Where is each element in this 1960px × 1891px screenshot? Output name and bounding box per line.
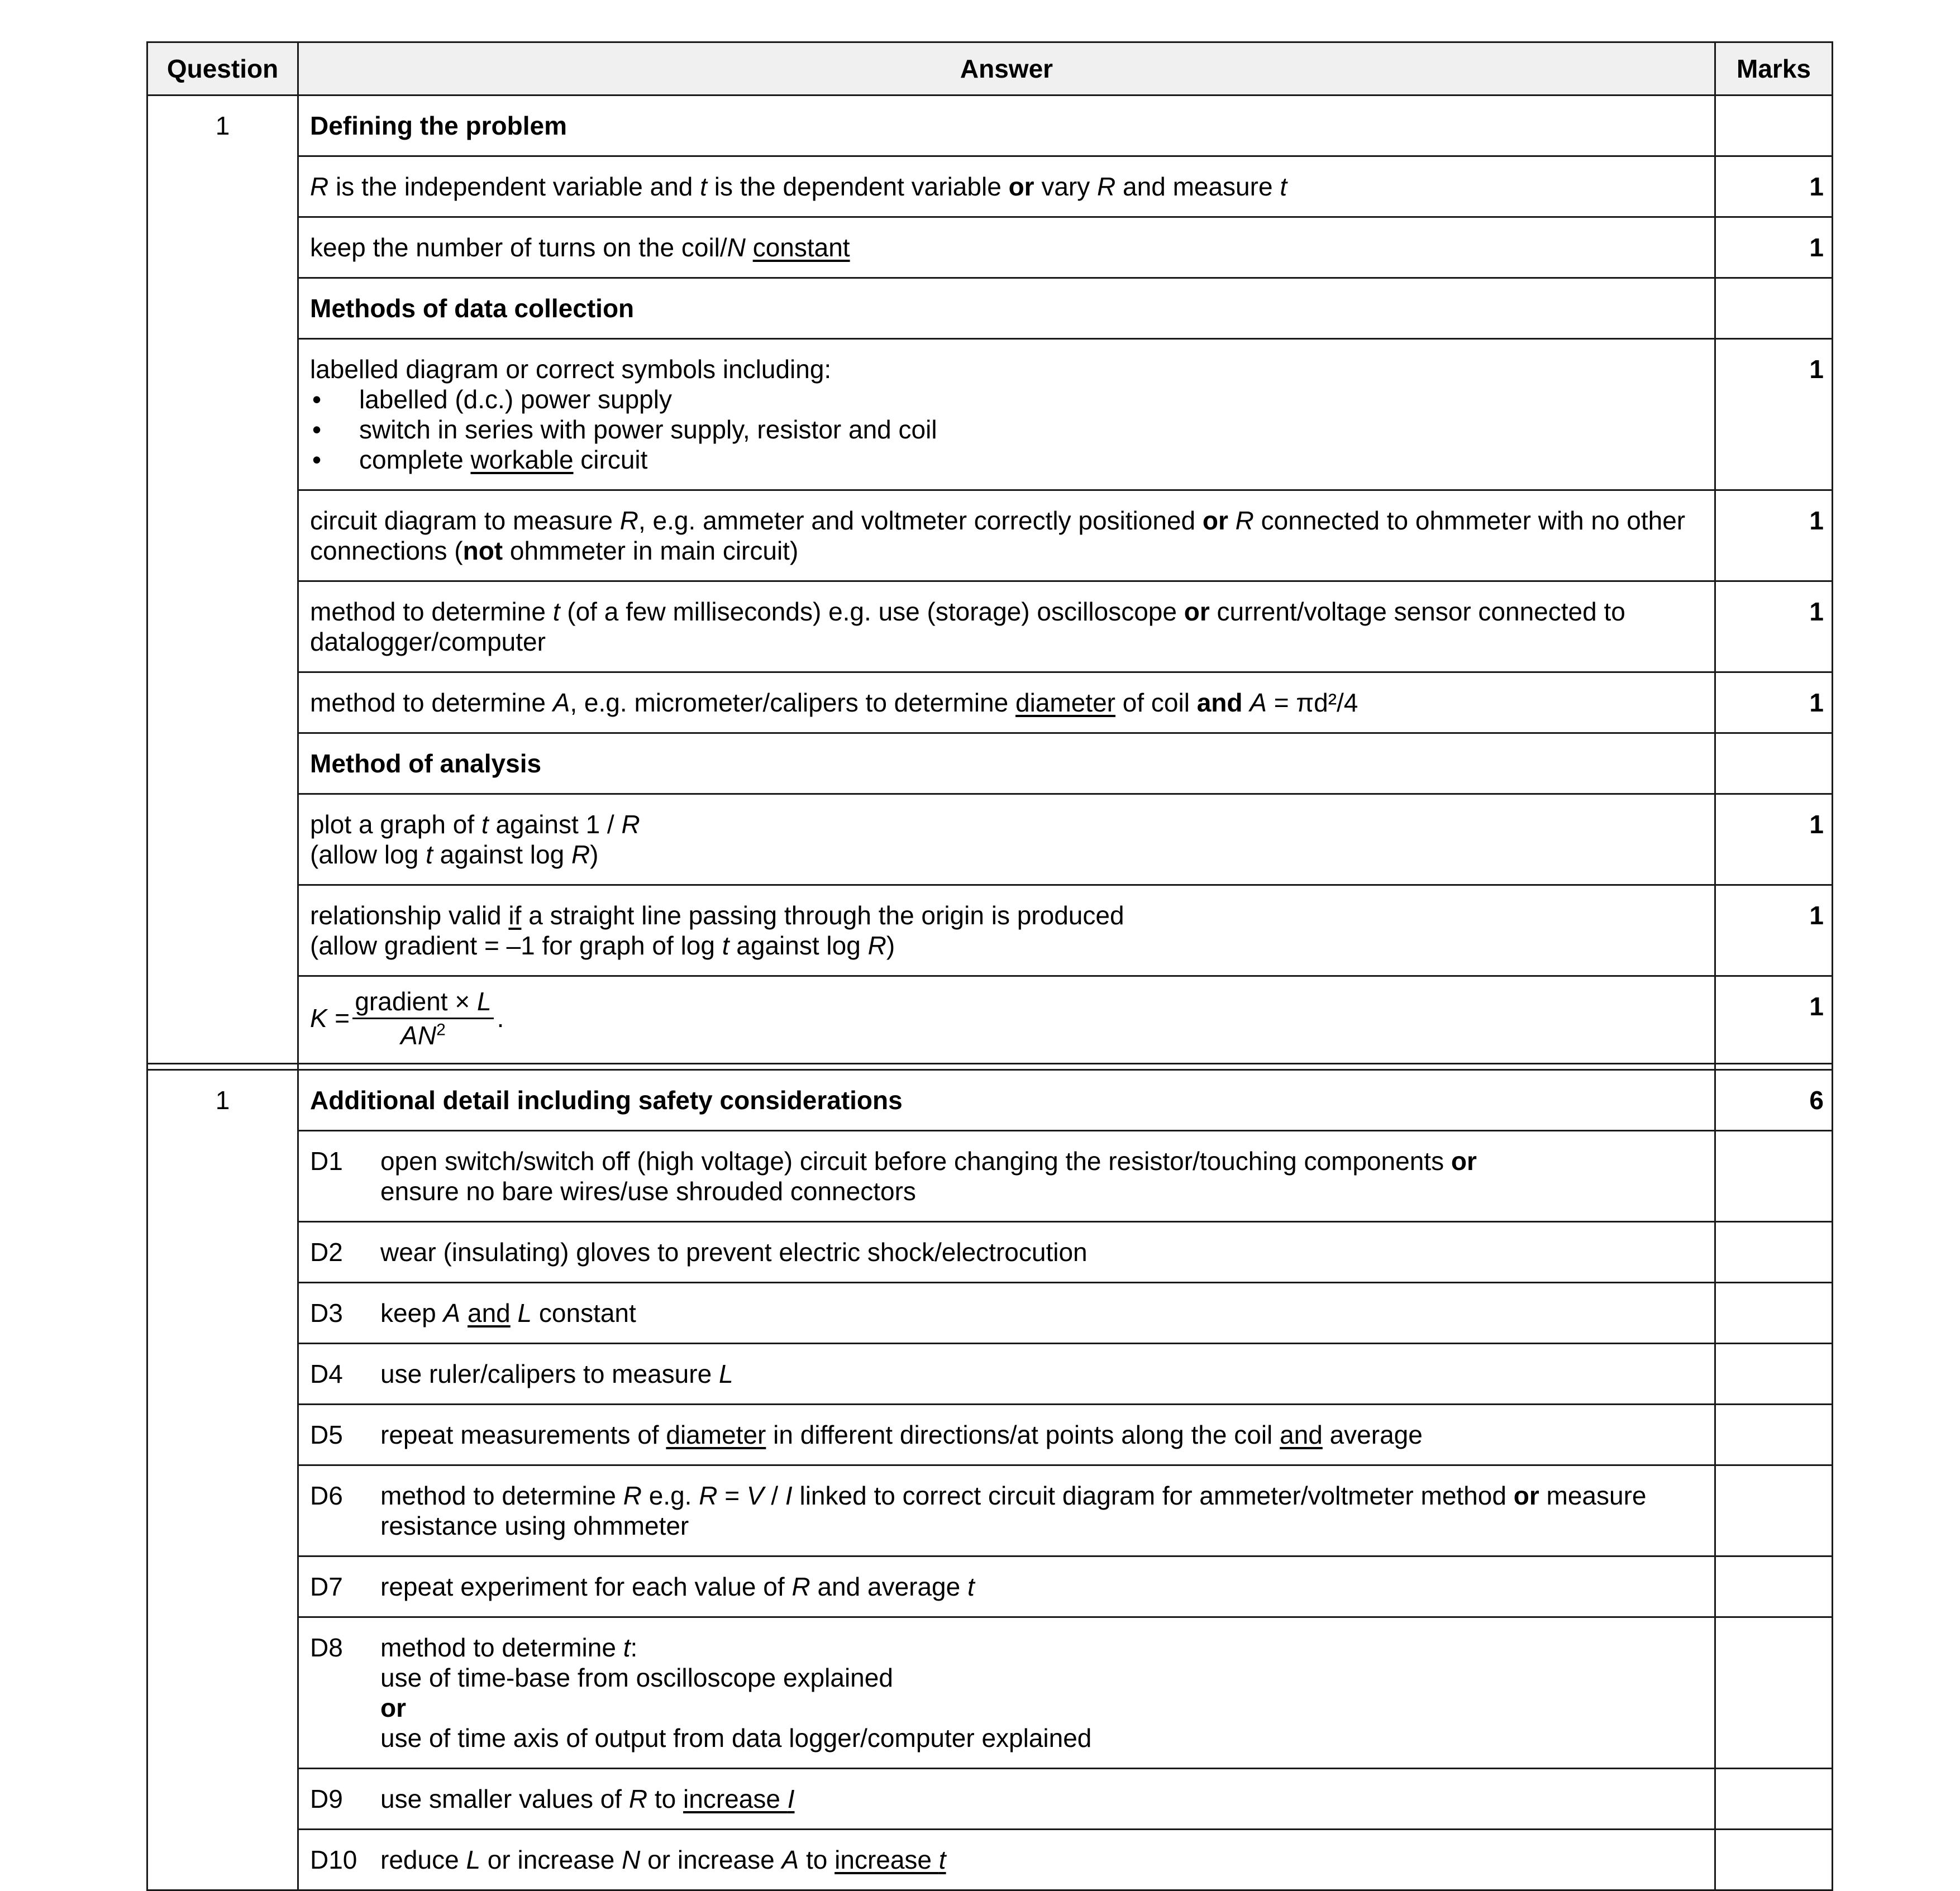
- question-header: Question: [147, 42, 298, 95]
- question-cell: [147, 1131, 298, 1222]
- answer-cell: keep the number of turns on the coil/N constant: [298, 217, 1715, 278]
- table-row: [147, 1222, 1833, 1283]
- table-row: [147, 1131, 1833, 1222]
- answer-cell: D9 use smaller values of R to increase I: [298, 1769, 1715, 1830]
- table-row: [147, 1070, 1833, 1131]
- table-row: [147, 278, 1833, 339]
- mark-cell: 1: [1715, 672, 1833, 733]
- table-row: [147, 794, 1833, 885]
- mark-cell: 6: [1715, 1070, 1833, 1131]
- table-row: [147, 1617, 1833, 1769]
- answer-cell: relationship valid if a straight line passing through the origin is produced (allow gradient = –1 for graph of log t against log R): [298, 885, 1715, 976]
- answer-cell: D10 reduce L or increase N or increase A to increase t: [298, 1830, 1715, 1890]
- answer-cell: D6 method to determine R e.g. R = V / I linked to correct circuit diagram for ammeter/voltmeter method or measure resistance using ohmmeter: [298, 1465, 1715, 1556]
- question-cell: [147, 1830, 298, 1890]
- question-cell: [147, 490, 298, 581]
- mark-cell: 1: [1715, 885, 1833, 976]
- table-row: [147, 1405, 1833, 1465]
- table-row: [147, 1344, 1833, 1405]
- k-formula: K = $\frac{\text{gradient × L}}{AN^2}$ .: [310, 986, 504, 1050]
- mark-cell: [1715, 733, 1833, 794]
- table-row: [147, 885, 1833, 976]
- question-number: 1: [147, 1070, 298, 1131]
- mark-cell: [1715, 1131, 1833, 1222]
- mark-cell: 1: [1715, 794, 1833, 885]
- answer-cell: method to determine t (of a few milliseconds) e.g. use (storage) oscilloscope or current/voltage sensor connected to datalogger/computer: [298, 581, 1715, 672]
- question-cell: [147, 339, 298, 490]
- question-cell: [147, 278, 298, 339]
- mark-cell: 1: [1715, 976, 1833, 1064]
- section-heading: Additional detail including safety considerations: [298, 1070, 1715, 1131]
- mark-scheme: [146, 41, 1833, 1891]
- answer-cell: D1 open switch/switch off (high voltage) circuit before changing the resistor/touching components or ensure no bare wires/use shrouded connectors: [298, 1131, 1715, 1222]
- answer-cell: circuit diagram to measure R, e.g. ammeter and voltmeter correctly positioned or R connected to ohmmeter with no other connections (not ohmmeter in main circuit): [298, 490, 1715, 581]
- mark-cell: [1715, 1556, 1833, 1617]
- answer-cell: D7 repeat experiment for each value of R and average t: [298, 1556, 1715, 1617]
- answer-cell: D2 wear (insulating) gloves to prevent electric shock/electrocution: [298, 1222, 1715, 1283]
- mark-cell: [1715, 95, 1833, 156]
- question-cell: [147, 1405, 298, 1465]
- question-cell: [147, 1283, 298, 1344]
- question-cell: [147, 1769, 298, 1830]
- question-cell: [147, 794, 298, 885]
- question-cell: [147, 976, 298, 1064]
- list-item: • labelled (d.c.) power supply: [310, 384, 1704, 414]
- question-cell: [147, 217, 298, 278]
- mark-cell: 1: [1715, 217, 1833, 278]
- answer-cell: [298, 976, 1715, 1064]
- question-cell: [147, 733, 298, 794]
- table-row: [147, 156, 1833, 217]
- mark-cell: [1715, 1617, 1833, 1769]
- table-row: [147, 490, 1833, 581]
- question-cell: [147, 885, 298, 976]
- table-separator: [147, 1064, 1833, 1070]
- table-row: [147, 339, 1833, 490]
- question-cell: [147, 1617, 298, 1769]
- bullet-list: [310, 384, 1704, 475]
- table-row: [147, 976, 1833, 1064]
- mark-cell: [1715, 1769, 1833, 1830]
- question-cell: [147, 1222, 298, 1283]
- marks-header: Marks: [1715, 42, 1833, 95]
- question-cell: [147, 1344, 298, 1405]
- question-cell: [147, 156, 298, 217]
- mark-cell: [1715, 1283, 1833, 1344]
- list-item: • switch in series with power supply, resistor and coil: [310, 414, 1704, 445]
- table-row: [147, 581, 1833, 672]
- table-row: [147, 1465, 1833, 1556]
- table-row: [147, 1283, 1833, 1344]
- answer-cell: method to determine A, e.g. micrometer/calipers to determine diameter of coil and A = πd²/4: [298, 672, 1715, 733]
- list-intro: labelled diagram or correct symbols including:: [310, 355, 832, 384]
- mark-cell: [1715, 278, 1833, 339]
- table-row: [147, 1556, 1833, 1617]
- mark-cell: [1715, 1830, 1833, 1890]
- mark-scheme-table: [146, 41, 1833, 1891]
- mark-cell: 1: [1715, 490, 1833, 581]
- answer-cell: D5 repeat measurements of diameter in different directions/at points along the coil and average: [298, 1405, 1715, 1465]
- mark-cell: 1: [1715, 581, 1833, 672]
- answer-cell: D8 method to determine t: use of time-base from oscilloscope explained or use of time axis of output from data logger/computer explained: [298, 1617, 1715, 1769]
- table-row: [147, 672, 1833, 733]
- mark-cell: [1715, 1344, 1833, 1405]
- mark-cell: 1: [1715, 339, 1833, 490]
- mark-cell: 1: [1715, 156, 1833, 217]
- mark-cell: [1715, 1405, 1833, 1465]
- section-heading: Methods of data collection: [298, 278, 1715, 339]
- table-row: [147, 95, 1833, 156]
- answer-cell: [298, 339, 1715, 490]
- question-cell: [147, 1465, 298, 1556]
- mark-cell: [1715, 1222, 1833, 1283]
- answer-header: Answer: [298, 42, 1715, 95]
- header-row: [147, 42, 1833, 95]
- mark-cell: [1715, 1465, 1833, 1556]
- question-cell: [147, 581, 298, 672]
- question-cell: [147, 672, 298, 733]
- list-item: • complete workable circuit: [310, 445, 1704, 475]
- answer-cell: R is the independent variable and t is the dependent variable or vary R and measure t: [298, 156, 1715, 217]
- table-row: [147, 1830, 1833, 1890]
- question-cell: [147, 1556, 298, 1617]
- answer-cell: D3 keep A and L constant: [298, 1283, 1715, 1344]
- question-number: 1: [147, 95, 298, 156]
- section-heading: Method of analysis: [298, 733, 1715, 794]
- table-row: [147, 1769, 1833, 1830]
- section-heading: Defining the problem: [298, 95, 1715, 156]
- table-row: [147, 217, 1833, 278]
- answer-cell: D4 use ruler/calipers to measure L: [298, 1344, 1715, 1405]
- table-row: [147, 733, 1833, 794]
- answer-cell: plot a graph of t against 1 / R (allow log t against log R): [298, 794, 1715, 885]
- fraction: $\frac{\text{gradient × L}}{AN^2}$: [352, 986, 493, 1050]
